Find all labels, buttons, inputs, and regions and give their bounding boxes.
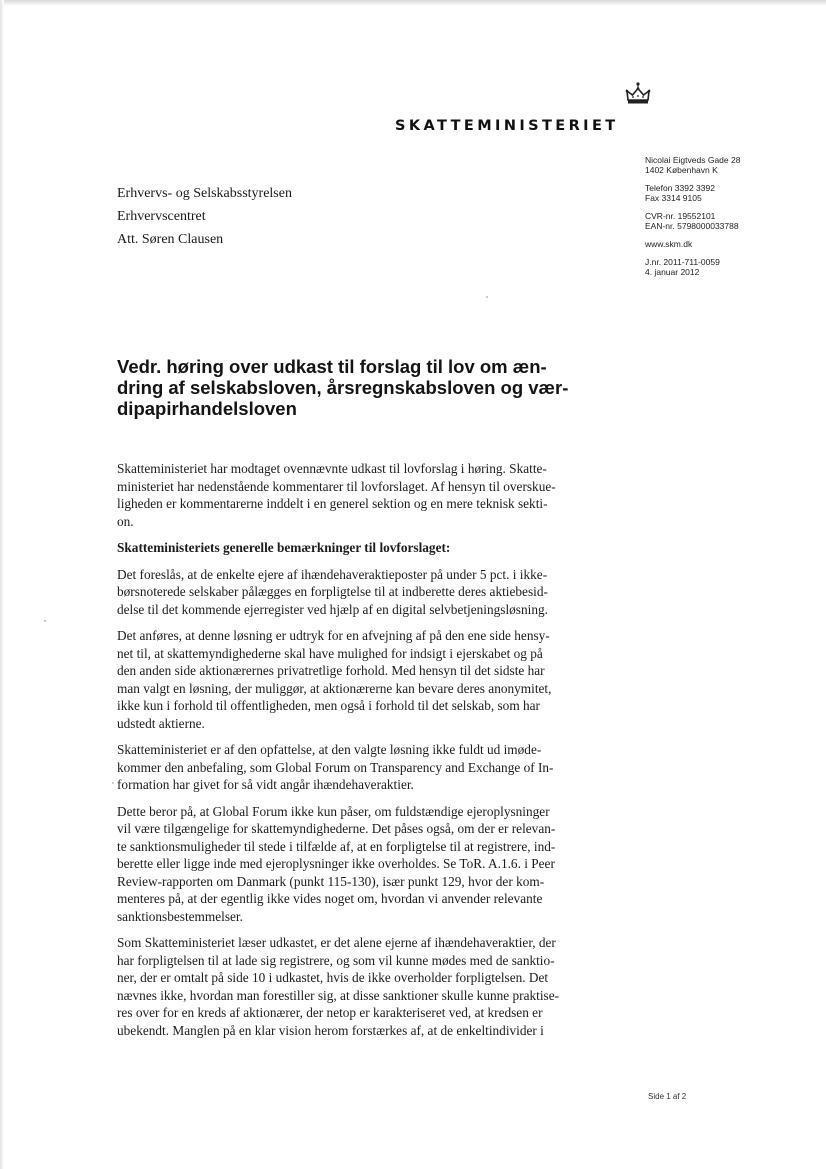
paragraph-5	[117, 934, 622, 1039]
sender-street: Nicolai Eigtveds Gade 28	[645, 155, 741, 165]
section-title: Skatteministeriets generelle bemærkninger til lovforslaget:	[117, 540, 451, 555]
body-line: ikke kun i forhold til offentligheden, men også i forhold til det selskab, som har	[117, 698, 540, 713]
intro-paragraph	[117, 460, 622, 530]
scan-speck	[486, 296, 488, 298]
body-line: man valgt en løsning, der muliggør, at aktionærerne kan bevare deres anonymitet,	[117, 680, 552, 696]
scan-edge-top	[0, 0, 826, 6]
paragraph-1	[117, 566, 622, 619]
body-line: net til, at skattemyndighederne skal have mulighed for indsigt i ejerskabet og på	[117, 645, 543, 661]
letter-date: 4. januar 2012	[645, 267, 700, 277]
body-line: te sanktionsmuligheder til stede i tilfælde af, at en forpligtelse til at registrere, ind-	[117, 838, 556, 854]
body-line: Skatteministeriet har modtaget ovennævnte udkast til lovforslag i høring. Skatte-	[117, 461, 547, 476]
body-line: Som Skatteministeriet læser udkastet, er det alene ejerne af ihændehaveraktier, der	[117, 935, 556, 950]
body-line: formation har givet for så vidt angår ihændehaveraktier.	[117, 777, 414, 792]
scan-speck	[44, 620, 46, 622]
body-line: børsnoterede selskaber pålægges en forpligtelse til at indberette deres aktiebesid-	[117, 584, 548, 599]
body-line: Review-rapporten om Danmark (punkt 115-130), især punkt 129, hvor der kom-	[117, 873, 545, 889]
body-line: ubekendt. Manglen på en klar vision herom forstærkes af, at de enkeltindivider i	[117, 1022, 544, 1038]
scan-speck	[112, 782, 114, 784]
body-line: ner, der er omtalt på side 10 i udkastet, hvis de ikke overholder forpligtelsen. Det	[117, 970, 549, 985]
sender-city: 1402 København K	[645, 165, 718, 175]
recipient-line: Erhvervscentret	[117, 209, 206, 224]
recipient-address	[117, 182, 292, 251]
sender-fax: Fax 3314 9105	[645, 193, 702, 203]
crown-icon	[623, 80, 653, 110]
body-line: kommer den anbefaling, som Global Forum on Transparency and Exchange of In-	[117, 759, 554, 775]
body-line: Dette beror på, at Global Forum ikke kun påser, om fuldstændige ejeroplysninger	[117, 803, 550, 819]
letter-heading	[117, 356, 617, 419]
sender-ean: EAN-nr. 5798000033788	[645, 221, 739, 231]
body-line: delse til det kommende ejerregister ved hjælp af en digital selvbetjeningsløsning.	[117, 601, 548, 617]
sender-cvr: CVR-nr. 19552101	[645, 211, 716, 221]
ministry-logo: SKATTEMINISTERIET	[395, 118, 619, 134]
body-line: res over for en kreds af aktionærer, der netop er karakteriseret ved, at kredsen er	[117, 1005, 543, 1020]
body-line: Det foreslås, at de enkelte ejere af ihændehaveraktieposter på under 5 pct. i ikke-	[117, 566, 548, 582]
body-line: udstedt aktierne.	[117, 715, 205, 731]
heading-line: Vedr. høring over udkast til forslag til lov om æn-	[117, 356, 547, 377]
body-line: ministeriet har nedenstående kommentarer til lovforslaget. Af hensyn til overskue-	[117, 478, 556, 494]
sender-telephone: Telefon 3392 3392	[645, 183, 715, 193]
body-line: har forpligtelsen til at lade sig registrere, og som vil kunne mødes med de sanktio-	[117, 952, 555, 968]
letter-body	[117, 460, 622, 1048]
body-line: nævnes ikke, hvordan man forestiller sig, at disse sanktioner skulle kunne praktise-	[117, 987, 560, 1003]
sender-address	[645, 155, 815, 175]
body-line: on.	[117, 513, 134, 529]
sender-details	[645, 155, 815, 285]
sender-reference	[645, 257, 815, 277]
heading-line: dipapirhandelsloven	[117, 398, 297, 419]
page-number: Side 1 af 2	[648, 1092, 687, 1101]
scan-edge-left	[0, 0, 4, 1169]
sender-web: www.skm.dk	[645, 239, 693, 249]
body-line: Det anføres, at denne løsning er udtryk for en afvejning af på den ene side hensy-	[117, 628, 550, 643]
body-line: menteres på, at der egentlig ikke vides noget om, hvordan vi anvender relevante	[117, 891, 543, 906]
sender-phone	[645, 183, 815, 203]
body-line: den anden side aktionærernes privatretlige forhold. Med hensyn til det sidste har	[117, 663, 545, 678]
heading-line: dring af selskabsloven, årsregnskabsloven og vær-	[117, 377, 569, 398]
body-line: vil være tilgængelige for skattemyndighederne. Det påses også, om der er relevan-	[117, 821, 556, 836]
paragraph-2	[117, 627, 622, 732]
body-line: Skatteministeriet er af den opfattelse, at den valgte løsning ikke fuldt ud imøde-	[117, 742, 542, 757]
paragraph-4	[117, 803, 622, 926]
body-line: ligheden er kommentarerne inddelt i en generel sektion og en mere teknisk sekti-	[117, 496, 548, 511]
body-line: sanktionsbestemmelser.	[117, 908, 243, 924]
recipient-line: Erhvervs- og Selskabsstyrelsen	[117, 186, 292, 201]
recipient-line: Att. Søren Clausen	[117, 232, 224, 247]
sender-ids	[645, 211, 815, 231]
journal-number: J.nr. 2011-711-0059	[645, 257, 720, 267]
body-line: berette eller ligge inde med ejeroplysninger ikke overholdes. Se ToR. A.1.6. i Peer	[117, 856, 555, 871]
paragraph-3	[117, 741, 622, 794]
